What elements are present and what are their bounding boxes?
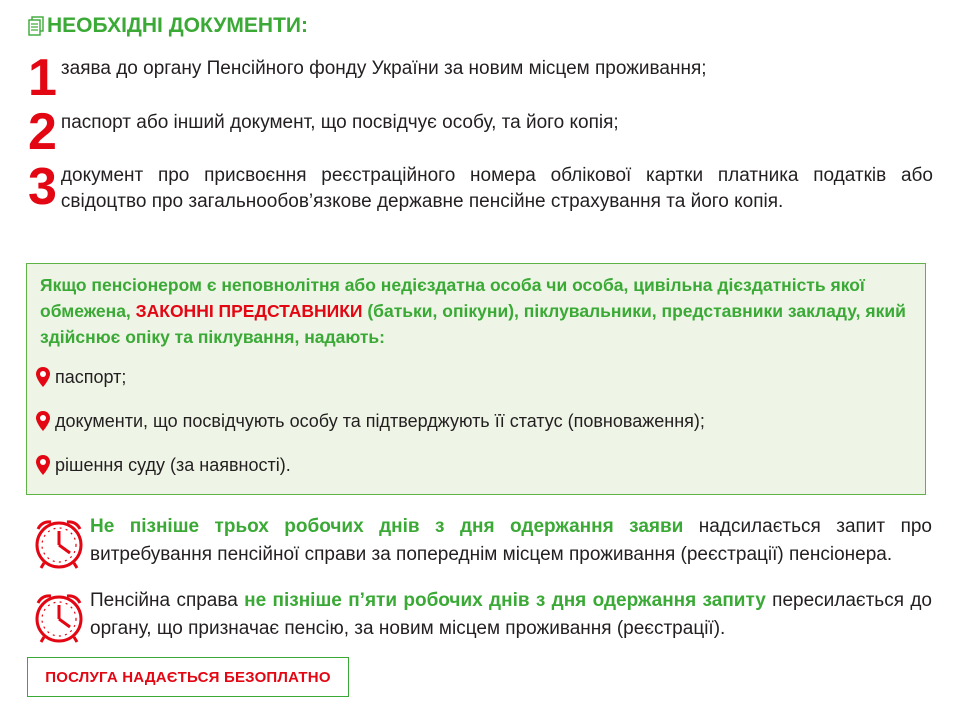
location-pin-icon — [35, 454, 51, 476]
free-service-text: ПОСЛУГА НАДАЄТЬСЯ БЕЗОПЛАТНО — [45, 668, 331, 686]
representatives-intro — [40, 272, 912, 350]
document-text: паспорт або інший документ, що посвідчує особу, та його копія; — [60, 112, 619, 133]
deadline-text-end: надсилається запит про витребування пенсійної справи за попереднім місцем проживання (реєстрації) пенсіонера. — [90, 516, 933, 565]
list-item — [35, 408, 905, 434]
legal-representatives-highlight: ЗАКОННІ ПРЕДСТАВНИКИ — [135, 301, 363, 321]
representatives-box — [26, 263, 926, 495]
location-pin-icon — [35, 410, 51, 432]
representatives-list — [35, 364, 905, 496]
list-item-text: паспорт; — [55, 366, 127, 387]
deadline-highlight: не пізніше п’яти робочих днів з дня одержання запиту — [244, 590, 766, 611]
intro-text-end: (батьки, опікуни), піклувальники, представники закладу, який здійснює опіку та піклування, надають: — [40, 301, 906, 347]
deadline-text-end: пересилається до органу, що призначає пенсію, за новим місцем проживання (реєстрації). — [90, 590, 932, 639]
document-stack-icon — [28, 16, 44, 36]
deadline-highlight: Не пізніше трьох робочих днів з дня одержання заяви — [90, 516, 684, 537]
free-service-badge — [27, 657, 349, 697]
list-item — [35, 452, 905, 478]
list-item — [35, 364, 905, 390]
section-title — [28, 14, 308, 38]
document-text: документ про присвоєння реєстраційного номера облікової картки платника податків або свідоцтво про загальнообов’язкове державне пенсійне страхування та його копія. — [60, 165, 933, 212]
document-item — [28, 49, 928, 107]
document-item — [28, 103, 928, 161]
alarm-clock-icon — [32, 517, 86, 571]
document-number: 2 — [28, 103, 57, 161]
deadline-text-start: Пенсійна справа — [90, 590, 245, 611]
document-number: 3 — [28, 158, 57, 216]
alarm-clock-icon — [32, 591, 86, 645]
document-text: заява до органу Пенсійного фонду України за новим місцем проживання; — [60, 58, 707, 79]
deadline-text — [90, 513, 932, 569]
intro-text: Якщо пенсіонером є неповнолітня або недієздатна особа чи особа, цивільна дієздатність якої обмежена, — [40, 275, 865, 321]
document-item — [28, 158, 933, 216]
location-pin-icon — [35, 366, 51, 388]
section-title-text: НЕОБХІДНІ ДОКУМЕНТИ: — [47, 14, 308, 37]
list-item-text: документи, що посвідчують особу та підтверджують її статус (повноваження); — [55, 410, 705, 431]
document-number: 1 — [28, 49, 57, 107]
deadline-text — [90, 587, 932, 643]
list-item-text: рішення суду (за наявності). — [55, 454, 291, 475]
